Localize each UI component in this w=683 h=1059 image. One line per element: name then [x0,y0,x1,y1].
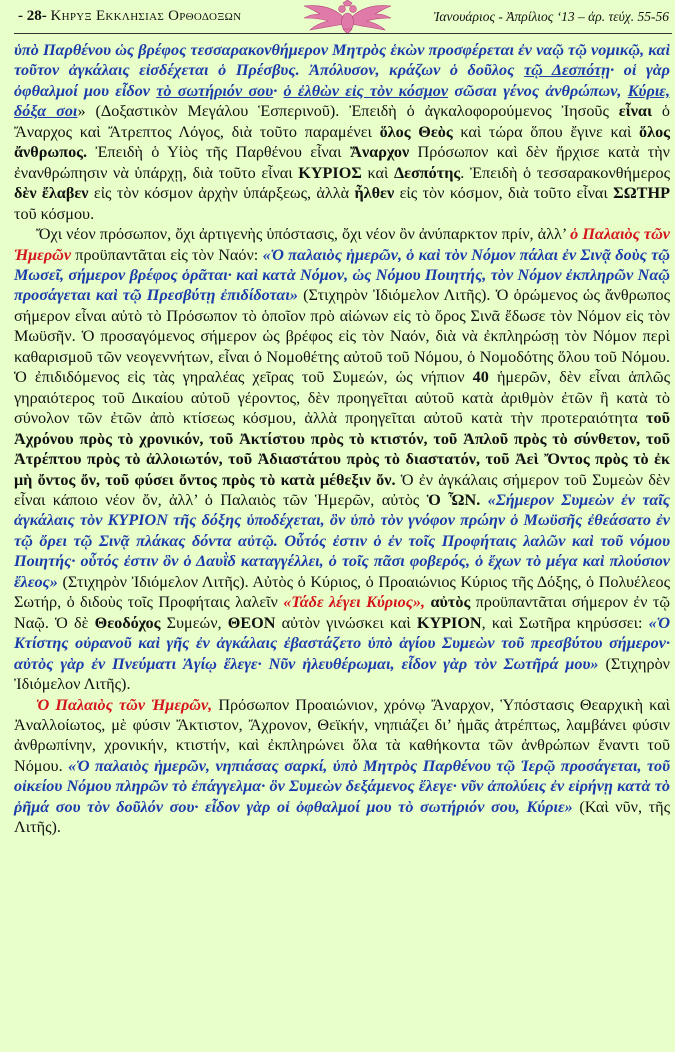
issue-info: Ἰανουάριος - Ἀπρίλιος ‘13 – ἀρ. τεύχ. 55-56 [433,9,669,24]
text-run: Ἐπειδὴ ὁ Υἱὸς τῆς Παρθένου εἶναι [87,143,350,162]
bold-text: ΚΥΡΙΟΣ [298,163,362,182]
header-left [18,8,241,25]
bold-text: αὐτὸς [430,593,471,612]
hymn-quote: «Ὁ παλαιὸς ἡμερῶν, ὁ καὶ τὸν Νόμον πάλαι ἐν Σινᾷ δοὺς τῷ Μωσεῖ, σήμερον βρέφος ὁρᾶται· καὶ κατὰ Νόμον, ὡς Νόμου Ποιητής, τὸν Νόμον ἐκπληρῶν Ναῷ προσάγεται καὶ τῷ Πρεσβύτῃ ἐπιδίδοται» [14,245,670,305]
header-rule [14,33,672,34]
text-run: καὶ τώρα ὅπου ἔγινε καὶ [452,122,640,141]
text-run: , καὶ Σωτῆρα κηρύσσει: [481,613,649,632]
bold-text: 40 [472,368,489,387]
bold-text: ΚΥΡΙΟΝ [416,613,482,632]
text-run: εἰς τὸν κόσμον ἀρχὴν ὑπάρξεως, ἀλλὰ [88,184,355,203]
hymn-quote-underlined: τὸ σωτήριόν σου [156,81,274,100]
text-run: τοῦ κόσμου. [14,204,95,223]
text-run [480,491,487,509]
bold-text: ΘΕΟΝ [227,613,276,632]
text-run: ὁ Ἄναρχος καὶ Ἄτρεπτος Λόγος, διὰ τοῦτο παραμένει [14,102,671,141]
journal-title: Κηρυξ Εκκλησιας Ορθοδοξων [50,8,242,24]
hymn-quote-underlined: τῷ Δεσπότῃ [523,61,611,80]
hymn-quote-underlined: ὁ ἐλθὼν εἰς τὸν κόσμον [283,81,449,100]
bold-text: Δεσπότης [393,163,461,182]
hymn-quote: «Ὁ παλαιὸς ἡμερῶν, νηπιάσας σαρκί, ὑπὸ Μητρὸς Παρθένου τῷ Ἱερῷ προσάγεται, τοῦ οἰκείου Νόμου πληρῶν τὸ ἐπάγγελμα· ὃν Συμεὼν δεξάμενος ἔλεγε· νῦν ἀπολύεις ἐν εἰρήνῃ κατὰ τὸ ῥῆμά σου τὸν δοῦλόν σου· εἶδον γὰρ οἱ ὀφθαλμοί μου τὸ σωτήριόν σου, Κύριε» [14,756,670,816]
red-emphasis: ὁ Παλαιὸς τῶν Ἡμερῶν [14,225,670,264]
text-run: Ὄχι νέον πρόσωπον, ὄχι ἀρτιγενὴς ὑπόστασις, ὄχι νέον ὂν ἀνύπαρκτον πρίν, ἀλλ’ [36,225,571,244]
bold-text: ἦλθεν [354,184,395,203]
bold-text: δὲν ἔλαβεν [14,184,89,203]
text-run: προϋπαντᾶται εἰς τὸν Ναόν: [71,245,263,264]
hymn-quote: · [273,81,284,100]
text-run: » (Δοξαστικὸν Μεγάλου Ἑσπερινοῦ). Ἐπειδὴ ὁ ἀγκαλοφορούμενος Ἰησοῦς [77,102,619,121]
bold-text: εἶναι [618,102,652,121]
page-number: - 28- [18,8,47,24]
hymn-quote: · οἱ γὰρ ὀφθαλμοί μου εἶδον [14,61,671,100]
paragraph-2 [14,224,670,694]
text-run: Ὁ ἐν ἀγκάλαις σήμερον τοῦ Συμεὼν δὲν εἶναι κάποιο νέον ὄν, ἀλλ’ ὁ Παλαιὸς τῶν Ἡμερῶν, αὐτὸς [14,470,670,509]
bold-text: Θεοδόχος [94,613,161,632]
hymn-quote: ὑπὸ Παρθένου ὡς βρέφος τεσσαρακονθήμερον Μητρὸς ἑκὼν προσφέρεται ἐν ναῷ τῷ νομικῷ, καὶ τοῦτον ἀγκάλαις εἰσδέχεται ὁ Πρέσβυς. Ἀπόλυσον, κράζων ὁ δοῦλος [14,41,670,80]
bold-text: τοῦ Ἀχρόνου πρὸς τὸ χρονικόν, τοῦ Ἀκτίστου πρὸς τὸ κτιστόν, τοῦ Ἁπλοῦ πρὸς τὸ σύνθετον, τοῦ Ἀτρέπτου πρὸς τὸ ἀλλοιωτόν, τοῦ Ἀδιαστάτου πρὸς τὸ διαστατόν, τοῦ Ἀεὶ Ὄντος πρὸς τὸ ἐκ μὴ ὄντος ὄν, τοῦ φύσει ὄντος πρὸς τὸ κατὰ μέθεξιν ὄν. [14,409,670,489]
bold-text: Ἄναρχον [349,143,410,162]
text-run: (Καὶ νῦν, τῆς Λιτῆς). [14,797,671,837]
text-run: ἡμερῶν, δὲν εἶναι ἁπλῶς γηραιότερος τοῦ Δικαίου αὐτοῦ γέροντος, δὲν προηγεῖται αὐτοῦ κατὰ ἀριθμὸν ἐτῶν ἢ κατὰ τὸ σύνολον τῶν ἐτῶν ἀπὸ κτίσεως κόσμου, ἀλλὰ προηγεῖται αὐτοῦ κατὰ τὴν προτεραιότητα [14,368,670,428]
bold-text: Ὁ ὯΝ. [426,490,481,509]
text-run: (Στιχηρὸν Ἰδιόμελον Λιτῆς). [14,654,670,694]
text-run: Συμεών, [160,613,228,632]
hymn-quote: «Σήμερον Συμεὼν ἐν ταῖς ἀγκάλαις τὸν ΚΥΡΙΟΝ τῆς δόξης ὑποδέχεται, ὃν ὑπὸ τὸν γνόφον πρώην ὁ Μωϋσῆς ἐθεάσατο ἐν τῷ ὄρει τῷ Σινᾷ πλάκας δόντα αὐτῷ. Οὗτός ἐστιν ὁ ἐν τοῖς Προφήταις λαλῶν καὶ τοῦ νόμου Ποιητής· οὗτός ἐστιν ὃν ὁ Δαυῒδ καταγγέλλει, ὁ τοῖς πᾶσι φοβερός, ὁ ἔχων τὸ μέγα καὶ πλούσιον ἔλεος» [14,490,670,591]
text-run: προϋπαντᾶται σήμερον ἐν τῷ Ναῷ. Ὁ δὲ [14,593,670,632]
text-run: (Στιχηρὸν Ἰδιόμελον Λιτῆς). Ὁ ὁρώμενος ὡς ἄνθρωπος σήμερον εἶναι αὐτὸ τὸ Πρόσωπον τὸ ὁποῖον πρὸ αἰώνων εἰς τὸ ὄρος Σινᾶ ἔδωσε τὸν Νόμον εἰς τὸν Μωϋσῆν. Ὁ προσαγόμενος σήμερον ὡς βρέφος εἰς τὸν Ναόν, διὰ νὰ ἐκπληρώσῃ τὸν Νόμον περὶ καθαρισμοῦ τῶν νεογεννήτων, εἶναι ὁ Νομοθέτης αὐτοῦ τοῦ Νόμου, ὁ Νομοδότης ὅλου τοῦ Νόμου. Ὁ ἐπιδιδόμενος εἰς τὰς γηραλέας χεῖρας τοῦ Συμεών, ὡς νήπιον [14,286,670,387]
hymn-quote: «Ὁ Κτίστης οὐρανοῦ καὶ γῆς ἐν ἀγκάλαις ἐβαστάζετο ὑπὸ ἁγίου Συμεὼν τοῦ πρεσβύτου σήμερον· αὐτὸς γὰρ ἐν Πνεύματι Ἁγίῳ ἔλεγε· Νῦν ἠλευθέρωμαι, εἶδον γὰρ τὸν Σωτῆρά μου» [14,613,670,673]
double-headed-eagle-icon [300,0,395,34]
bold-text: ΣΩΤΗΡ [613,184,670,203]
text-run: αὐτὸν γινώσκει καὶ [275,613,417,632]
paragraph-1 [14,40,670,224]
text-run: (Στιχηρὸν Ἰδιόμελον Λιτῆς). Αὐτὸς ὁ Κύριος, ὁ Προαιώνιος Κύριος τῆς Δόξης, ὁ Πολυέλεος Σωτήρ, ὁ διδοὺς τοῖς Προφήταις λαλεῖν [14,572,670,612]
hymn-quote: σῶσαι γένος ἀνθρώπων, [448,81,628,100]
red-emphasis: Ὁ Παλαιὸς τῶν Ἡμερῶν, [36,695,213,714]
bold-text: ὅλος ἄνθρωπος. [14,122,670,162]
text-run: . Ἐπειδὴ ὁ τεσσαρακονθήμερος [460,163,670,182]
article-body [14,40,670,838]
paragraph-3 [14,695,670,838]
hymn-quote-underlined: Κύριε, δόξα σοι [14,81,670,121]
text-run: καὶ [361,163,394,182]
bold-text: ὅλος Θεὸς [379,122,453,141]
text-run: εἰς τὸν κόσμον, διὰ τοῦτο εἶναι [394,184,614,203]
running-header [0,0,675,36]
text-run: Πρόσωπον καὶ δὲν ἤρχισε κατὰ τὴν ἐνανθρώπησιν νὰ ὑπάρχῃ, διὰ τοῦτο εἶναι [14,143,670,182]
red-emphasis: «Τάδε λέγει Κύριος», [283,593,426,612]
text-run: Πρόσωπον Προαιώνιον, χρόνῳ Ἄναρχον, Ὑπόστασις Θεαρχικὴ καὶ Ἀναλλοίωτος, μὲ φύσιν Ἄκτιστον, Ἄχρονον, Θεϊκήν, νηπιάζει δι’ ἡμᾶς ἀτρέπτως, λαμβάνει φύσιν ἀνθρωπίνην, χρονικήν, κτιστήν, καὶ ἐκπληρώνει ὅλα τὰ καθήκοντα τῶν ἀνθρώπων ἔναντι τοῦ Νόμου. [14,695,670,775]
